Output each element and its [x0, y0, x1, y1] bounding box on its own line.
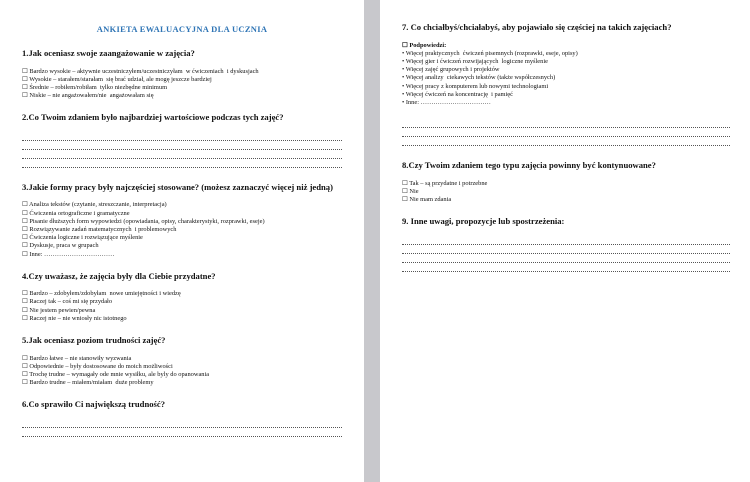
question-7: 7. Co chciałbyś/chciałabyś, aby pojawiało się częściej na takich zajęciach? [402, 22, 672, 32]
option[interactable]: ☐ Odpowiednie – były dostosowane do moich możliwości [22, 362, 173, 370]
option[interactable]: ☐ Niskie – nie angażowałem/nie angażowałam się [22, 92, 154, 100]
option[interactable]: ☐ Trochę trudne – wymagały ode mnie wysiłku, ale byly do opanowania [22, 370, 210, 378]
option[interactable]: ☐ Nie jestem pewien/pewna [22, 306, 96, 314]
option[interactable]: ☐ Tak – są przydatne i potrzebne [402, 179, 488, 187]
question-7-options [402, 42, 730, 108]
answer-lines[interactable] [402, 236, 730, 272]
answer-line[interactable] [22, 419, 342, 428]
hint-item: • Więcej analizy ciekawych tekstów (także współczesnych) [402, 74, 556, 82]
hint-item: • Więcej zajęć grupowych i projektów [402, 66, 500, 74]
question-4: 4.Czy uważasz, że zajęcia były dla Ciebie przydatne? [22, 270, 216, 281]
question-1-options [22, 68, 342, 101]
question-2: 2.Co Twoim zdaniem było najbardziej wartościowe podczas tych zajęć? [22, 112, 284, 123]
answer-lines[interactable] [402, 119, 730, 146]
option[interactable]: ☐ Analiza tekstów (czytanie, streszczanie, interpretacja) [22, 201, 167, 209]
answer-line[interactable] [402, 236, 730, 245]
option[interactable]: ☐ Bardzo trudne – miałem/miałam duże problemy [22, 379, 154, 387]
document-page-left [0, 0, 364, 482]
answer-line[interactable] [22, 159, 342, 168]
question-8: 8.Czy Twoim zdaniem tego typu zajęcia powinny być kontynuowane? [402, 160, 656, 171]
hint-item: • Więcej gier i ćwiczeń rozwijających logiczne myślenie [402, 57, 548, 65]
answer-line[interactable] [402, 128, 730, 137]
answer-line[interactable] [22, 141, 342, 150]
hint-item: • Inne: …………………………… [402, 98, 491, 106]
option[interactable]: ☐ Dyskusje, praca w grupach [22, 242, 99, 250]
document-page-right [380, 0, 750, 482]
option[interactable]: ☐ Nie mam zdania [402, 196, 452, 204]
answer-line[interactable] [402, 254, 730, 263]
answer-line[interactable] [22, 150, 342, 159]
option[interactable]: ☐ Rozwiązywanie zadań matematycznych i problemowych [22, 225, 177, 233]
option[interactable]: ☐ Inne: …………………………… [22, 250, 115, 258]
option[interactable]: ☐ Ćwiczenia ortograficzne i gramatyczne [22, 209, 130, 217]
answer-line[interactable] [402, 245, 730, 254]
page-gutter [364, 0, 380, 482]
answer-lines[interactable] [22, 132, 342, 168]
question-5-options [22, 355, 342, 388]
question-4-options [22, 290, 342, 323]
option[interactable]: ☐ Raczej nie – nie wniosły nic istotnego [22, 314, 127, 322]
answer-line[interactable] [22, 132, 342, 141]
answer-line[interactable] [402, 119, 730, 128]
answer-line[interactable] [402, 263, 730, 272]
document-title: ANKIETA EWALUACYJNA DLA UCZNIA [96, 24, 268, 34]
answer-line[interactable] [22, 428, 342, 437]
hint-item: • Więcej praktycznych ćwiczeń pisemnych (rozprawki, eseje, opisy) [402, 49, 578, 57]
answer-lines[interactable] [22, 419, 342, 437]
question-5: 5.Jak oceniasz poziom trudności zajęć? [22, 335, 166, 346]
option[interactable]: ☐ Ćwiczenia logiczne i rozwiązujące myślenie [22, 234, 143, 242]
option[interactable]: ☐ Bardzo – zdobyłem/zdobyłam nowe umiejętności i wiedzę [22, 290, 181, 298]
hint-item: • Więcej ćwiczeń na koncentrację i pamięć [402, 90, 513, 98]
option[interactable]: ☐ Bardzo wysokie – aktywnie uczestniczyłem/uczestniczyłam w ćwiczeniach i dyskusjach [22, 67, 259, 75]
question-8-options [402, 180, 730, 205]
question-3: 3.Jakie formy pracy były najczęściej stosowane? (możesz zaznaczyć więcej niż jedną) [22, 181, 333, 192]
question-3-options [22, 201, 342, 258]
option[interactable]: ☐ Nie [402, 187, 419, 195]
answer-line[interactable] [402, 137, 730, 146]
option[interactable]: ☐ Bardzo łatwe – nie stanowiły wyzwania [22, 354, 132, 362]
hints-header[interactable]: ☐ Podpowiedzi: [402, 41, 447, 49]
option[interactable]: ☐ Średnie – robiłem/robiłam tylko niezbędne minimum [22, 83, 168, 91]
option[interactable]: ☐ Wysokie – starałem/starałam się brać udział, ale mogę jeszcze bardziej [22, 75, 212, 83]
question-6: 6.Co sprawiło Ci największą trudność? [22, 399, 165, 410]
option[interactable]: ☐ Raczej tak – coś mi się przydało [22, 298, 113, 306]
question-9: 9. Inne uwagi, propozycje lub spostrzeżenia: [402, 216, 565, 227]
hint-item: • Więcej pracy z komputerem lub nowymi technologiami [402, 82, 549, 90]
question-1: 1.Jak oceniasz swoje zaangażowanie w zajęcia? [22, 48, 195, 58]
option[interactable]: ☐ Pisanie dłuższych form wypowiedzi (opowiadania, opisy, charakterystyki, rozprawki, eseje) [22, 217, 265, 225]
